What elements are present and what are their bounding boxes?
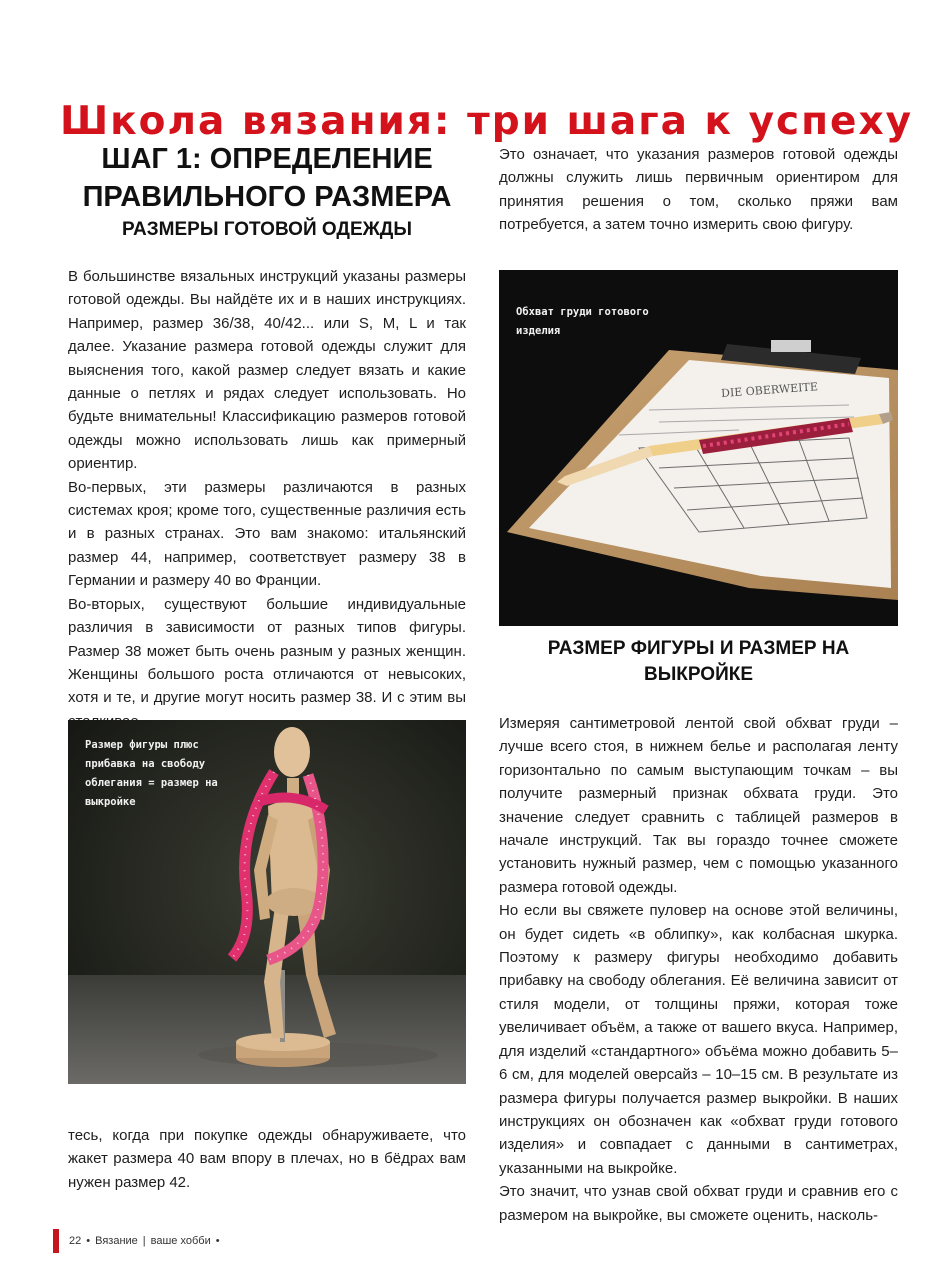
paragraph: Во-вторых, существуют большие индивидуальные различия в зависимости от разных типов фигуры. Размер 38 может быть очень разным у разных женщин. Женщины большого роста отличаются от невысоких, хотя и те, и другие могут носить размер 38. И с этим вы: [68, 595, 466, 707]
magazine-name: Вязание: [95, 1235, 138, 1247]
footer-separator: |: [142, 1235, 146, 1247]
clipboard-caption: Обхват груди готового изделия: [516, 306, 649, 337]
mannequin-photo: [68, 720, 466, 1084]
figure-size-heading: РАЗМЕР ФИГУРЫ И РАЗМЕР НА ВЫКРОЙКЕ: [547, 638, 850, 685]
footer-bullet: •: [215, 1235, 220, 1247]
footer-bullet: •: [86, 1235, 91, 1247]
footer-accent-bar: [53, 1229, 59, 1253]
paragraph: Во-первых, эти размеры различаются в разных системах кроя; кроме того, существенные различия есть и в разных странах. Это вам знакомо: итальянский размер 44, например, соответствует размеру 38 в Германии и размеру 40 во Франции.: [68, 478, 466, 590]
magazine-tagline: ваше хобби: [150, 1235, 211, 1247]
text-column-right-top: [499, 143, 898, 237]
page-title: Школа вязания: три шага к успеху: [60, 99, 914, 145]
page-number: 22: [69, 1235, 82, 1247]
step-heading: ШАГ 1: ОПРЕДЕЛЕНИЕ ПРАВИЛЬНОГО РАЗМЕРА: [82, 143, 452, 213]
paragraph: В большинстве вязальных инструкций указаны размеры готовой одежды. Вы найдёте их и в наших инструкциях. Например, размер 36/38, 40/42... или S, M, L и так далее. Указание размера готовой одежды служит для выяснения того, какой размер следует вязать и какие данные о петлях и рядах следует использовать. Но будьте внимательны! Классификацию размеров готовой одежды можно использовать лишь как примерный ориентир.: [68, 268, 466, 473]
paragraph: Это значит, что узнав свой обхват груди и сравнив его с размером на выкройке, вы сможете оценить, насколь-: [499, 1183, 898, 1224]
paragraph: Это означает, что указания размеров готовой одежды должны служить лишь первичным ориентиром для принятия решения о том, сколько пряжи вам потребуется, а затем точно измерить свою фигуру.: [499, 146, 898, 234]
sub-heading: РАЗМЕРЫ ГОТОВОЙ ОДЕЖДЫ: [122, 219, 412, 240]
clipboard-photo: [499, 270, 898, 626]
text-column-right-bottom: [499, 712, 898, 1227]
paragraph: тесь, когда при покупке одежды обнаруживаете, что жакет размера 40 вам впору в плечах, но в бёдрах вам нужен размер 42.: [68, 1127, 466, 1191]
page-footer: [53, 1228, 225, 1254]
text-column-left-top: [68, 265, 466, 733]
mannequin-caption: Размер фигуры плюс прибавка на свободу облегания = размер на выкройке: [85, 739, 218, 808]
paragraph: Но если вы свяжете пуловер на основе этой величины, он будет сидеть «в облипку», как колбасная шкурка. Поэтому к размеру фигуры необходимо добавить прибавку на свободу облегания. Её величина зависит от стиля модели, от толщины пряжи, которая тоже увеличивает объём, а также от вашего вкуса. Например, для изделий «стандартного» объёма можно добавить 5–6 см, для моделей оверсайз – 10–15 см. В результате из размера фигуры получается размер выкройки. В наших инструкциях он обозначен как «обхват груди готового изделия» и совпадает с данными в сантиметрах, указанными на выкройке.: [499, 902, 898, 1177]
form-title: DIE OBERWEITE: [720, 380, 819, 400]
text-column-left-bottom: [68, 1124, 466, 1194]
paragraph: Измеряя сантиметровой лентой свой обхват груди – лучше всего стоя, в нижнем белье и располагая ленту горизонтально по самым выступающим точкам – вы получите размерный признак обхвата груди. Это значение следует сравнить с таблицей размеров в начале инструкций. Так вы гораздо точнее сможете установить нужный размер, чем с помощью указанного размера готовой одежды.: [499, 715, 898, 896]
